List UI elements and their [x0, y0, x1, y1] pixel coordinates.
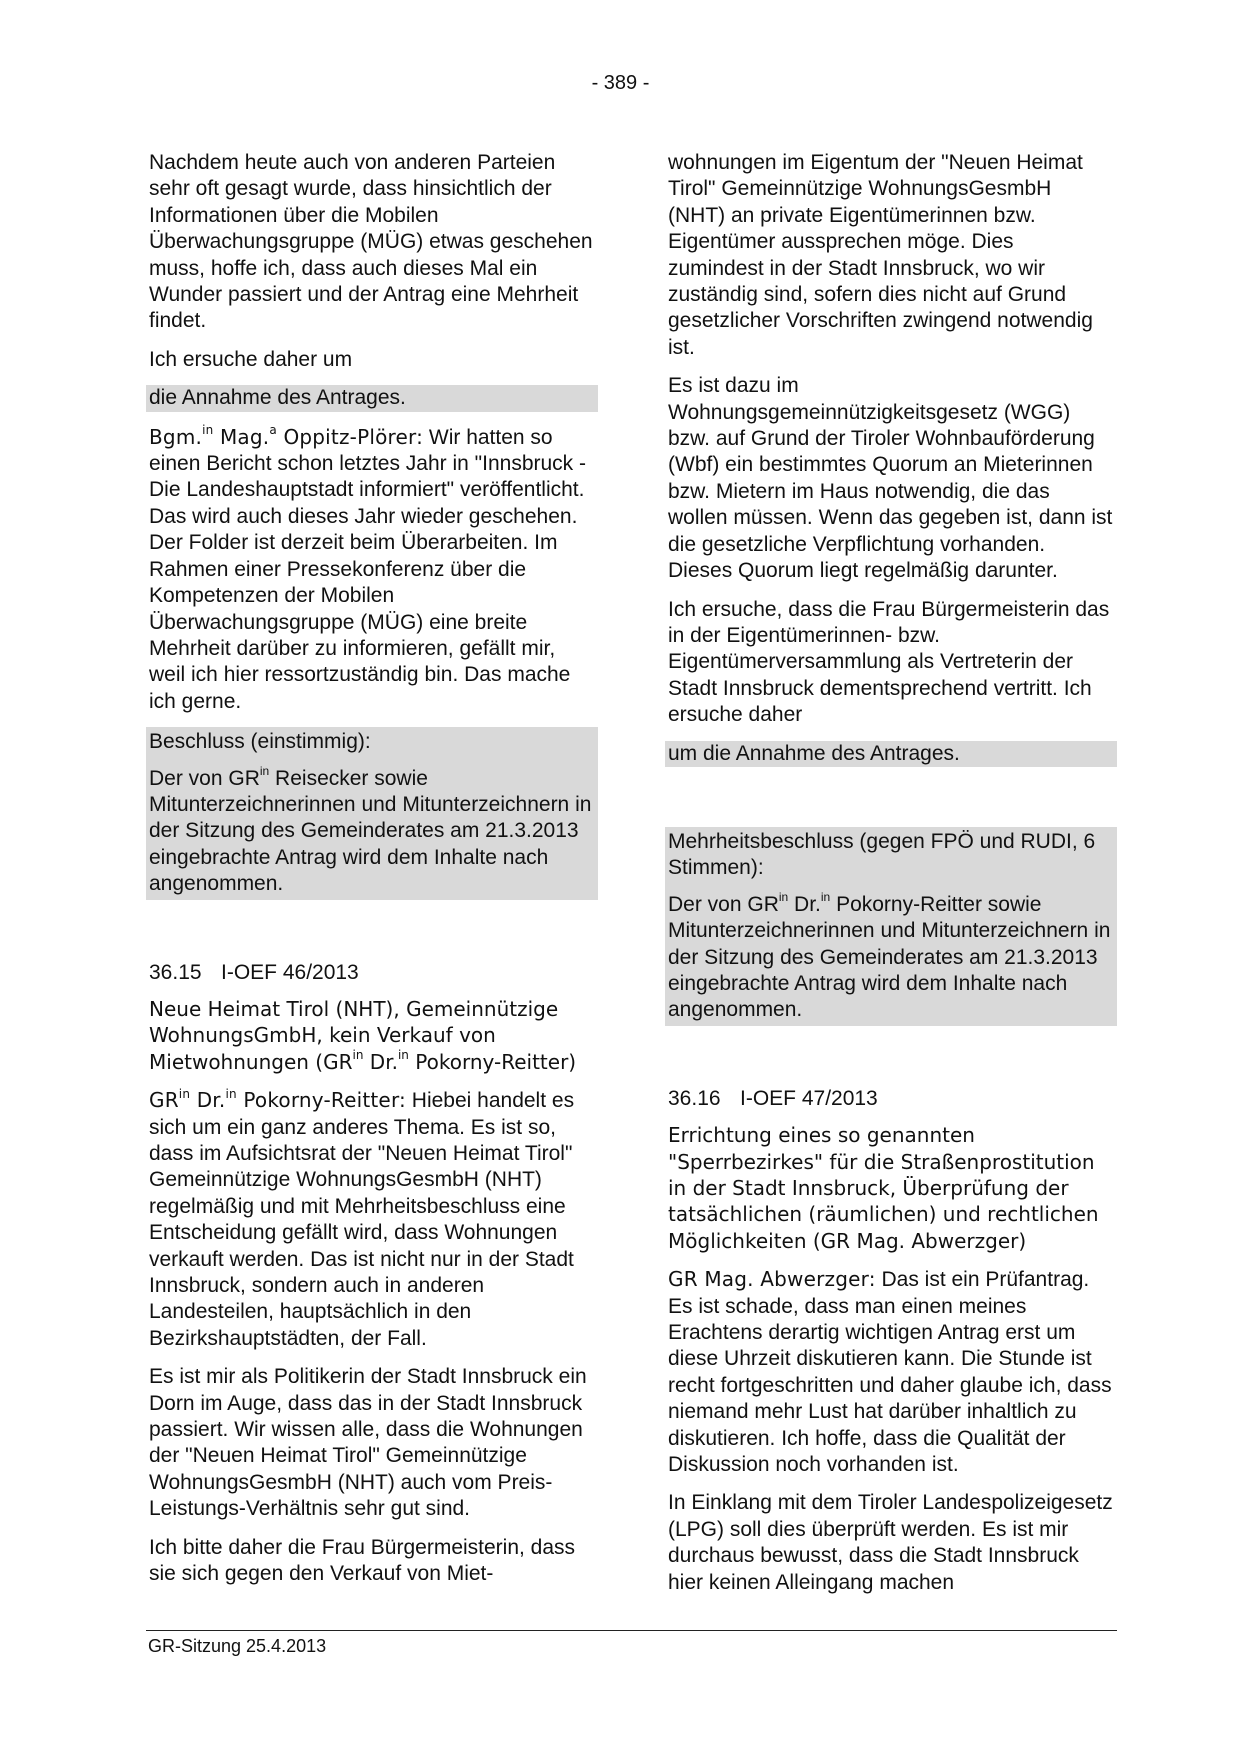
- paragraph: Ich bitte daher die Frau Bürgermeisterin, dass sie sich gegen den Verkauf von Miet-: [149, 1535, 576, 1586]
- speech-paragraph: Bgm.$^{in}$ Mag.$^a$ Oppitz-Plörer: Wir hatten so einen Bericht schon letztes Jahr in "Innsbruck - Die Landeshauptstadt informiert" veröffentlicht. Das wird auch dieses Jahr wieder geschehen. Der Folder ist derzeit beim Überarbeiten. Im Rahmen einer Pressekonferenz über die Kompetenzen der Mobilen Überwachungsgruppe (MÜG) eine breite Mehrheit darüber zu informieren, gefällt mir, weil ich hier ressortzuständig bin. Das mache ich gerne.: [149, 423, 587, 713]
- agenda-item-code: I-OEF 46/2013: [221, 960, 359, 984]
- speech-paragraph: GR Mag. Abwerzger: Das ist ein Prüfantrag. Es ist schade, dass man einen meines Erachtens derartig wichtigen Antrag erst um diese Uhrzeit diskutieren kann. Die Stunde ist recht fortgeschritten und daher glaube ich, dass niemand mehr Lust hat darüber inhaltlich zu diskutieren. Ich hoffe, dass die Qualität der Diskussion noch vorhanden ist.: [668, 1267, 1112, 1477]
- resolution-block: [146, 727, 598, 899]
- agenda-item-number: 36.16: [668, 1086, 721, 1110]
- motion-request: um die Annahme des Antrages.: [665, 741, 1117, 767]
- paragraph: In Einklang mit dem Tiroler Landespolizeigesetz (LPG) soll dies überprüft werden. Es ist mir durchaus bewusst, dass die Stadt Innsbruck hier keinen Alleingang machen: [668, 1491, 1113, 1594]
- speaker-name: $GR^{in}$ Dr.$^{in}$ Pokorny-Reitter:: [149, 1086, 406, 1113]
- paragraph: Nachdem heute auch von anderen Parteien sehr oft gesagt wurde, dass hinsichtlich der Informationen über die Mobilen Überwachungsgruppe (MÜG) etwas geschehen muss, hoffe ich, dass auch dieses Mal ein Wunder passiert und der Antrag eine Mehrheit findet.: [149, 151, 593, 333]
- agenda-item-header: [146, 960, 598, 986]
- speaker-name: GR Mag. Abwerzger:: [668, 1267, 876, 1292]
- paragraph: Es ist dazu im Wohnungsgemeinnützigkeitsgesetz (WGG) bzw. auf Grund der Tiroler Wohnbauförderung (Wbf) ein bestimmtes Quorum an Mieterinnen bzw. Mietern im Haus notwendig, die das wollen müssen. Wenn das gegeben ist, dann ist die gesetzliche Verpflichtung vorhanden. Dieses Quorum liegt regelmäßig darunter.: [668, 374, 1113, 583]
- left-column: [146, 150, 598, 1600]
- paragraph: wohnungen im Eigentum der "Neuen Heimat Tirol" Gemeinnützige WohnungsGesmbH (NHT) an private Eigentümerinnen bzw. Eigentümer aussprechen möge. Dies zumindest in der Stadt Innsbruck, wo wir zuständig sind, sofern dies nicht auf Grund gesetzlicher Vorschriften zwingend notwendig ist.: [668, 151, 1093, 359]
- motion-request: die Annahme des Antrages.: [146, 385, 598, 411]
- resolution-text: Der von $GR^{in}$ Reisecker sowie Mitunterzeichnerinnen und Mitunterzeichnern in der Sitzung des Gemeinderates am 21.3.2013 eingebrachte Antrag wird dem Inhalte nach angenommen.: [149, 763, 592, 896]
- resolution-text: Der von $GR^{in}$ Dr.$^{in}$ Pokorny-Reitter sowie Mitunterzeichnerinnen und Mitunterzeichnern in der Sitzung des Gemeinderates am 21.3.2013 eingebrachte Antrag wird dem Inhalte nach angenommen.: [668, 889, 1111, 1022]
- speech-paragraph: $GR^{in}$ Dr.$^{in}$ Pokorny-Reitter: Hiebei handelt es sich um ein ganz anderes Thema. Es ist so, dass im Aufsichtsrat der "Neuen Heimat Tirol" Gemeinnützige WohnungsGesmbH (NHT) regelmäßig und mit Mehrheitsbeschluss eine Entscheidung gefällt wird, dass Wohnungen verkauft werden. Das ist nicht nur in der Stadt Innsbruck, sondern auch in anderen Landesteilen, hauptsächlich in den Bezirkshauptstädten, der Fall.: [149, 1086, 575, 1350]
- paragraph: Ich ersuche, dass die Frau Bürgermeisterin das in der Eigentümerinnen- bzw. Eigentümerversammlung als Vertreterin der Stadt Innsbruck dementsprechend vertritt. Ich ersuche daher: [668, 597, 1110, 727]
- paragraph: Ich ersuche daher um: [149, 347, 353, 371]
- resolution-block: [665, 827, 1117, 1026]
- agenda-item-code: I-OEF 47/2013: [740, 1086, 878, 1110]
- paragraph: Es ist mir als Politikerin der Stadt Innsbruck ein Dorn im Auge, dass das in der Stadt Innsbruck passiert. Wir wissen alle, dass die Wohnungen der "Neuen Heimat Tirol" Gemeinnützige WohnungsGesmbH (NHT) auch vom Preis-Leistungs-Verhältnis sehr gut sind.: [149, 1365, 587, 1521]
- footer-divider: [146, 1630, 1117, 1631]
- agenda-item-header: [665, 1086, 1117, 1112]
- footer-text: GR-Sitzung 25.4.2013: [148, 1636, 327, 1656]
- speaker-name: Bgm.$^{in}$ Mag.$^a$ Oppitz-Plörer:: [149, 423, 424, 449]
- agenda-item-title: Neue Heimat Tirol (NHT), Gemeinnützige WohnungsGmbH, kein Verkauf von Mietwohnungen ($GR^{in}$ Dr.$^{in}$ Pokorny-Reitter): [149, 996, 577, 1074]
- page-number: - 389 -: [591, 72, 650, 94]
- agenda-item-number: 36.15: [149, 960, 202, 984]
- resolution-label: Beschluss (einstimmig):: [149, 730, 371, 754]
- agenda-item-title: Errichtung eines so genannten "Sperrbezirkes" für die Straßenprostitution in der Stadt Innsbruck, Überprüfung der tatsächlichen (räumlichen) und rechtlichen Möglichkeiten (GR Mag. Abwerzger): [668, 1123, 1099, 1253]
- resolution-label: Mehrheitsbeschluss (gegen FPÖ und RUDI, 6 Stimmen):: [668, 829, 1096, 880]
- right-column: [665, 150, 1117, 1608]
